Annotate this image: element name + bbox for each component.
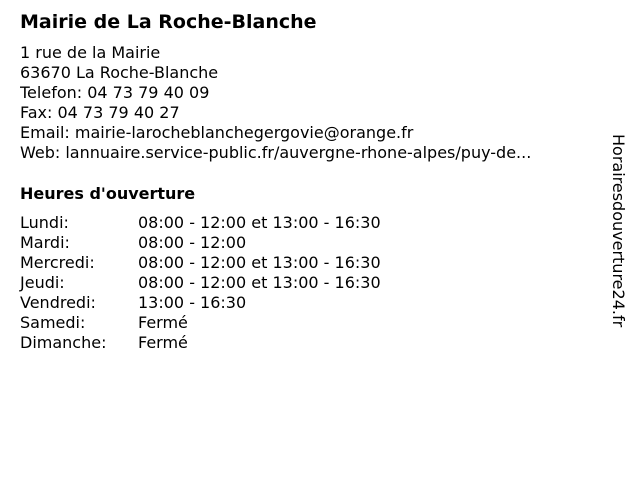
email-address: Email: mairie-larocheblanchegergovie@orange.fr	[20, 123, 414, 142]
site-watermark: Horairesdouverture24.fr	[609, 134, 628, 328]
address-street: 1 rue de la Mairie	[20, 43, 161, 62]
day-hours: 08:00 - 12:00 et 13:00 - 16:30	[138, 273, 381, 292]
day-hours: 13:00 - 16:30	[138, 293, 247, 312]
hours-row-thursday	[20, 273, 381, 293]
website-url: Web: lannuaire.service-public.fr/auvergne-rhone-alpes/puy-de...	[20, 143, 532, 162]
day-hours: 08:00 - 12:00 et 13:00 - 16:30	[138, 213, 381, 232]
contact-info	[20, 43, 600, 163]
page-title: Mairie de La Roche-Blanche	[20, 11, 317, 33]
day-label: Lundi:	[20, 213, 69, 232]
day-label: Dimanche:	[20, 333, 107, 352]
day-hours: Fermé	[138, 313, 188, 332]
day-label: Jeudi:	[20, 273, 65, 292]
hours-row-monday	[20, 213, 381, 233]
day-label: Mercredi:	[20, 253, 95, 272]
hours-row-tuesday	[20, 233, 381, 253]
hours-row-friday	[20, 293, 381, 313]
day-label: Vendredi:	[20, 293, 96, 312]
hours-row-wednesday	[20, 253, 381, 273]
day-hours: 08:00 - 12:00 et 13:00 - 16:30	[138, 253, 381, 272]
opening-hours-heading: Heures d'ouverture	[20, 184, 196, 203]
address-city: 63670 La Roche-Blanche	[20, 63, 219, 82]
phone-number: Telefon: 04 73 79 40 09	[20, 83, 210, 102]
day-label: Samedi:	[20, 313, 86, 332]
day-hours: Fermé	[138, 333, 188, 352]
hours-row-saturday	[20, 313, 381, 333]
opening-hours-table	[20, 213, 381, 353]
fax-number: Fax: 04 73 79 40 27	[20, 103, 180, 122]
day-hours: 08:00 - 12:00	[138, 233, 247, 252]
day-label: Mardi:	[20, 233, 70, 252]
hours-row-sunday	[20, 333, 381, 353]
